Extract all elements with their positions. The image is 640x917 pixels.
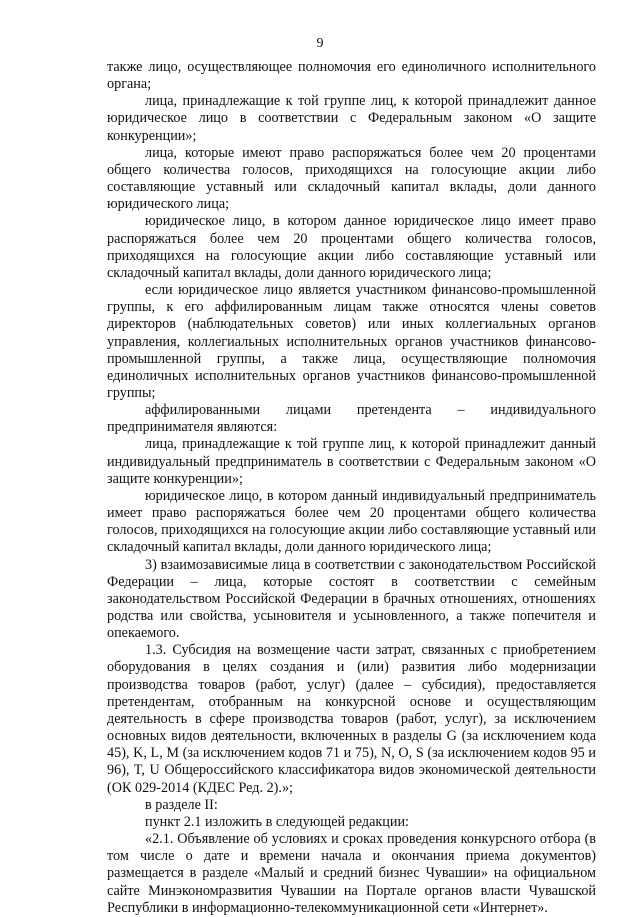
paragraph: лица, которые имеют право распоряжаться более чем 20 процентами общего количества голосов, приходящихся на голосующие акции либо составляющие уставный или складочный капитал вклады, доли данного юридического лица; (107, 144, 596, 213)
document-body (107, 59, 596, 917)
paragraph: лица, принадлежащие к той группе лиц, к которой принадлежит данный индивидуальный предприниматель в соответствии с Федеральным законом «О защите конкуренции»; (107, 436, 596, 487)
page-number: 9 (316, 36, 324, 51)
paragraph: 3) взаимозависимые лица в соответствии с законодательством Российской Федерации – лица, которые состоят в соответствии с семейным законодательством Российской Федерации в брачных отношениях, отношениях родства или свойства, усыновителя и усыновленного, а также попечителя и опекаемого. (107, 556, 596, 642)
paragraph: если юридическое лицо является участником финансово-промышленной группы, к его аффилированным лицам также относятся члены советов директоров (наблюдательных советов) или иных коллегиальных органов управления, коллегиальных исполнительных органов участников финансово-промышленной группы, а также лица, осуществляющие полномочия единоличных исполнительных органов участников финансово-промышленной группы; (107, 282, 596, 401)
paragraph: юридическое лицо, в котором данный индивидуальный предприниматель имеет право распоряжаться более чем 20 процентами общего количества голосов, приходящихся на голосующие акции либо составляющие уставный или складочный капитал вклады, доли данного юридического лица; (107, 487, 596, 556)
paragraph: юридическое лицо, в котором данное юридическое лицо имеет право распоряжаться более чем 20 процентами общего количества голосов, приходящихся на голосующие акции либо составляющие уставный или складочный капитал вклады, доли данного юридического лица; (107, 213, 596, 281)
paragraph: аффилированными лицами претендента – индивидуального предпринимателя являются: (107, 402, 596, 436)
paragraph: в разделе II: (145, 796, 218, 813)
paragraph: 1.3. Субсидия на возмещение части затрат, связанных с приобретением оборудования в целях создания и (или) развития либо модернизации производства товаров (работ, услуг) (далее – субсидия), предоставляется претендентам, отобранным на конкурсной основе и осуществляющим деятельность в сфере производства товаров (работ, услуг), за исключением основных видов деятельности, включенных в разделы G (за исключением кода 45), K, L, M (за исключением кодов 71 и 75), N, O, S (за исключением кодов 95 и 96), T, U Общероссийского классификатора видов экономической деятельности (ОК 029-2014 (КДЕС Ред. 2).»; (107, 642, 596, 796)
paragraph: «2.1. Объявление об условиях и сроках проведения конкурсного отбора (в том числе о дате и времени начала и окончания приема документов) размещается в разделе «Малый и средний бизнес Чувашии» на официальном сайте Минэкономразвития Чувашии на Портале органов власти Чувашской Республики в информационно-телекоммуникационной сети «Интернет». (107, 831, 596, 916)
paragraph: также лицо, осуществляющее полномочия его единоличного исполнительного органа; (107, 59, 596, 93)
paragraph: лица, принадлежащие к той группе лиц, к которой принадлежит данное юридическое лицо в соответствии с Федеральным законом «О защите конкуренции»; (107, 93, 596, 144)
paragraph: пункт 2.1 изложить в следующей редакции: (145, 813, 409, 830)
